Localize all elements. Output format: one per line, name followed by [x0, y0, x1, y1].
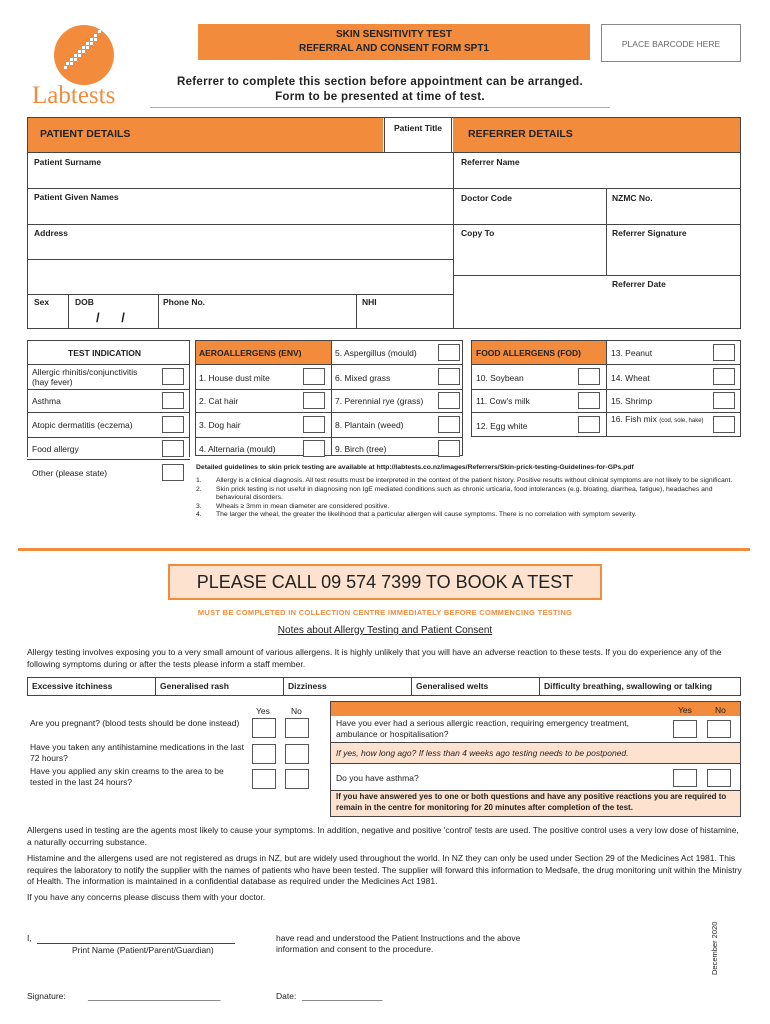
- reaction-yes-checkbox[interactable]: [673, 720, 697, 738]
- consent-i-label: I,: [27, 933, 32, 943]
- referrer-name-field[interactable]: Referrer Name: [461, 157, 520, 167]
- checkbox-hay-fever[interactable]: [162, 368, 184, 385]
- monitoring-warning: If you have answered yes to one or both questions and have any positive reactions you are required to remain in the centre for monitoring for 20 minutes after completion of the test.: [336, 792, 727, 812]
- checkbox-birch[interactable]: [438, 440, 460, 457]
- aero-birch: 9. Birch (tree): [335, 444, 387, 454]
- patient-given-names-field[interactable]: Patient Given Names: [34, 192, 119, 202]
- aero-dog-hair: 3. Dog hair: [199, 420, 241, 430]
- indication-other: Other (please state): [32, 468, 108, 478]
- left-yes-header: Yes: [256, 706, 270, 716]
- allergy-intro: Allergy testing involves exposing you to a very small amount of various allergens. It is highly unlikely that you will have an adverse reaction to these tests. If you do experience any of the following symptoms during or after the tests please inform a staff member.: [27, 647, 722, 669]
- checkbox-plantain[interactable]: [438, 416, 460, 433]
- question-pregnant: Are you pregnant? (blood tests should be done instead): [30, 718, 240, 728]
- indication-hay-fever: Allergic rhinitis/conjunctivitis (hay fever): [32, 367, 138, 387]
- checkbox-mixed-grass[interactable]: [438, 368, 460, 385]
- booking-banner: [168, 564, 602, 600]
- food-allergens-heading: FOOD ALLERGENS (FOD): [476, 348, 581, 358]
- checkbox-cows-milk[interactable]: [578, 392, 600, 409]
- copy-to-field[interactable]: Copy To: [461, 228, 495, 238]
- symptom-rash: Generalised rash: [156, 678, 284, 695]
- pregnant-no-checkbox[interactable]: [285, 718, 309, 738]
- symptom-dizziness: Dizziness: [284, 678, 412, 695]
- checkbox-perennial-rye[interactable]: [438, 392, 460, 409]
- form-title-line1: SKIN SENSITIVITY TEST: [336, 29, 452, 40]
- reaction-no-checkbox[interactable]: [707, 720, 731, 738]
- indication-food-allergy: Food allergy: [32, 444, 79, 454]
- nzmc-field[interactable]: NZMC No.: [612, 193, 653, 203]
- checkbox-alternaria[interactable]: [303, 440, 325, 457]
- labtests-logo: [28, 24, 138, 110]
- checkbox-peanut[interactable]: [713, 344, 735, 361]
- nhi-field[interactable]: NHI: [362, 297, 377, 307]
- pregnant-yes-checkbox[interactable]: [252, 718, 276, 738]
- signature-label: Signature:: [27, 991, 66, 1001]
- food-peanut: 13. Peanut: [611, 348, 653, 358]
- aero-cat-hair: 2. Cat hair: [199, 396, 239, 406]
- print-name-caption: Print Name (Patient/Parent/Guardian): [72, 945, 214, 955]
- aero-aspergillus: 5. Aspergillus (mould): [335, 348, 417, 358]
- address-field[interactable]: Address: [34, 228, 69, 238]
- note-number: 2.: [196, 485, 202, 493]
- section-divider: [18, 548, 750, 551]
- aero-mixed-grass: 6. Mixed grass: [335, 373, 391, 383]
- referrer-instruction: [150, 75, 610, 108]
- phone-field[interactable]: Phone No.: [163, 297, 206, 307]
- asthma-no-checkbox[interactable]: [707, 769, 731, 787]
- aeroallergens-heading: AEROALLERGENS (ENV): [199, 348, 302, 358]
- creams-yes-checkbox[interactable]: [252, 769, 276, 789]
- checkbox-shrimp[interactable]: [713, 392, 735, 409]
- symptom-welts: Generalised welts: [412, 678, 540, 695]
- guideline-notes: [196, 477, 741, 520]
- symptoms-row: [27, 677, 741, 696]
- fish-mix-detail: (cod, sole, hake): [659, 418, 704, 424]
- doctor-code-field[interactable]: Doctor Code: [461, 193, 512, 203]
- referrer-details-heading: REFERRER DETAILS: [468, 128, 573, 140]
- guidelines-link[interactable]: Detailed guidelines to skin prick testing are available at http://labtests.co.nz/images/Referrers/Skin-prick-testing-Guidelines-for-GPs.pdf: [196, 464, 634, 471]
- checkbox-other[interactable]: [162, 464, 184, 481]
- instruction-line1: Referrer to complete this section before appointment can be arranged.: [176, 76, 584, 88]
- checkbox-dog-hair[interactable]: [303, 416, 325, 433]
- referrer-signature-field[interactable]: Referrer Signature: [612, 228, 687, 238]
- logo-text: Labtests: [32, 82, 116, 109]
- aero-alternaria: 4. Alternaria (mould): [199, 444, 276, 454]
- patient-details-heading: PATIENT DETAILS: [40, 128, 131, 140]
- patient-title-label: Patient Title: [394, 123, 443, 133]
- note-2: Skin prick testing is not useful in diagnosing non IgE mediated conditions such as chronic urticaria, food intolerances (e.g. bloating, diarrhea, fatigue), headaches and behavioural disorders.: [216, 485, 713, 501]
- reaction-postpone-note: If yes, how long ago? If less than 4 weeks ago testing needs to be postponed.: [336, 748, 629, 758]
- aero-house-dust-mite: 1. House dust mite: [199, 373, 270, 383]
- checkbox-aspergillus[interactable]: [438, 344, 460, 361]
- question-asthma: Do you have asthma?: [336, 773, 419, 783]
- checkbox-house-dust-mite[interactable]: [303, 368, 325, 385]
- patient-surname-field[interactable]: Patient Surname: [34, 157, 102, 167]
- aero-plantain: 8. Plantain (weed): [335, 420, 404, 430]
- booking-phone-text: PLEASE CALL 09 574 7399 TO BOOK A TEST: [196, 572, 574, 592]
- note-number: 4.: [196, 511, 202, 518]
- histamine-paragraph: Histamine and the allergens used are not registered as drugs in NZ, but are widely used throughout the world. In NZ they can only be used under Section 29 of the Medicines Act 1981. This requires the laboratory to notify the supplier with the names of patients who have been tested. The supplier will forward this information to Medsafe, the drug monitoring unit within the Ministry of Health. The information is maintained in a confidential database as required under the Medicines Act 1981.: [27, 853, 742, 886]
- dob-separators: / /: [96, 310, 125, 325]
- left-no-header: No: [291, 706, 302, 716]
- form-title-banner: [198, 24, 590, 60]
- date-line[interactable]: _________________: [302, 991, 383, 1001]
- print-name-line[interactable]: [37, 943, 235, 944]
- creams-no-checkbox[interactable]: [285, 769, 309, 789]
- form-title-line2: REFERRAL AND CONSENT FORM SPT1: [298, 43, 489, 54]
- signature-line[interactable]: ____________________________: [88, 991, 221, 1001]
- symptom-breathing: Difficulty breathing, swallowing or talking: [544, 681, 713, 691]
- asthma-yes-checkbox[interactable]: [673, 769, 697, 787]
- indication-eczema: Atopic dermatitis (eczema): [32, 420, 133, 430]
- question-skin-creams: Have you applied any skin creams to the area to be tested in the last 24 hours?: [30, 766, 224, 787]
- question-serious-reaction: Have you ever had a serious allergic reaction, requiring emergency treatment, ambulance or hospitalisation?: [336, 718, 629, 739]
- antihistamine-no-checkbox[interactable]: [285, 744, 309, 764]
- antihistamine-yes-checkbox[interactable]: [252, 744, 276, 764]
- barcode-placeholder: PLACE BARCODE HERE: [621, 39, 721, 49]
- fish-mix-label: 16. Fish mix: [611, 414, 657, 424]
- dob-field[interactable]: DOB: [75, 297, 94, 307]
- consent-statement: have read and understood the Patient Instructions and the above information and consent to the procedure.: [276, 933, 521, 954]
- concerns-paragraph: If you have any concerns please discuss them with your doctor.: [27, 892, 266, 902]
- note-number: 3.: [196, 502, 202, 510]
- logo-circle-icon: [50, 24, 120, 86]
- food-shrimp: 15. Shrimp: [611, 396, 653, 406]
- right-yes-header: Yes: [678, 705, 692, 715]
- checkbox-egg-white[interactable]: [578, 416, 600, 433]
- food-cows-milk: 11. Cow's milk: [476, 396, 530, 406]
- question-antihistamine: Have you taken any antihistamine medications in the last 72 hours?: [30, 742, 245, 763]
- form-version: December 2020: [710, 921, 719, 975]
- note-4: The larger the wheal, the greater the likelihood that a particular allergen will cause symptoms. There is no correlation with symptom severity.: [216, 511, 637, 518]
- symptom-itchiness: Excessive itchiness: [28, 678, 156, 695]
- barcode-box: [601, 24, 741, 62]
- allergens-paragraph: Allergens used in testing are the agents most likely to cause your symptoms. In addition, negative and positive 'control' tests are used. The positive control uses a very low dose of histamine, a naturally occurring substance.: [27, 825, 739, 847]
- must-complete-notice: MUST BE COMPLETED IN COLLECTION CENTRE IMMEDIATELY BEFORE COMMENCING TESTING: [197, 608, 573, 617]
- food-soybean: 10. Soybean: [476, 373, 524, 383]
- referrer-date-field[interactable]: Referrer Date: [612, 279, 666, 289]
- note-1: Allergy is a clinical diagnosis. All test results must be interpreted in the context of the patient history. Positive results without clinical symptoms are not likely to be significant.: [216, 477, 733, 484]
- notes-title: Notes about Allergy Testing and Patient Consent: [277, 625, 493, 636]
- aero-perennial-rye: 7. Perennial rye (grass): [335, 396, 424, 406]
- checkbox-asthma[interactable]: [162, 392, 184, 409]
- food-wheat: 14. Wheat: [611, 373, 650, 383]
- note-number: 1.: [196, 477, 202, 484]
- food-egg-white: 12. Egg white: [476, 421, 528, 431]
- checkbox-wheat[interactable]: [713, 368, 735, 385]
- food-fish-mix: [611, 415, 706, 426]
- note-3: Wheals ≥ 3mm in mean diameter are considered positive.: [216, 502, 390, 510]
- checkbox-cat-hair[interactable]: [303, 392, 325, 409]
- date-label: Date:: [276, 991, 297, 1001]
- instruction-line2: Form to be presented at time of test.: [275, 91, 485, 103]
- right-no-header: No: [715, 705, 726, 715]
- checkbox-eczema[interactable]: [162, 416, 184, 433]
- indication-asthma: Asthma: [32, 396, 61, 406]
- checkbox-food-allergy[interactable]: [162, 440, 184, 457]
- test-indication-heading: TEST INDICATION: [68, 348, 142, 358]
- checkbox-fish-mix[interactable]: [713, 416, 735, 433]
- sex-field[interactable]: Sex: [34, 297, 50, 307]
- checkbox-soybean[interactable]: [578, 368, 600, 385]
